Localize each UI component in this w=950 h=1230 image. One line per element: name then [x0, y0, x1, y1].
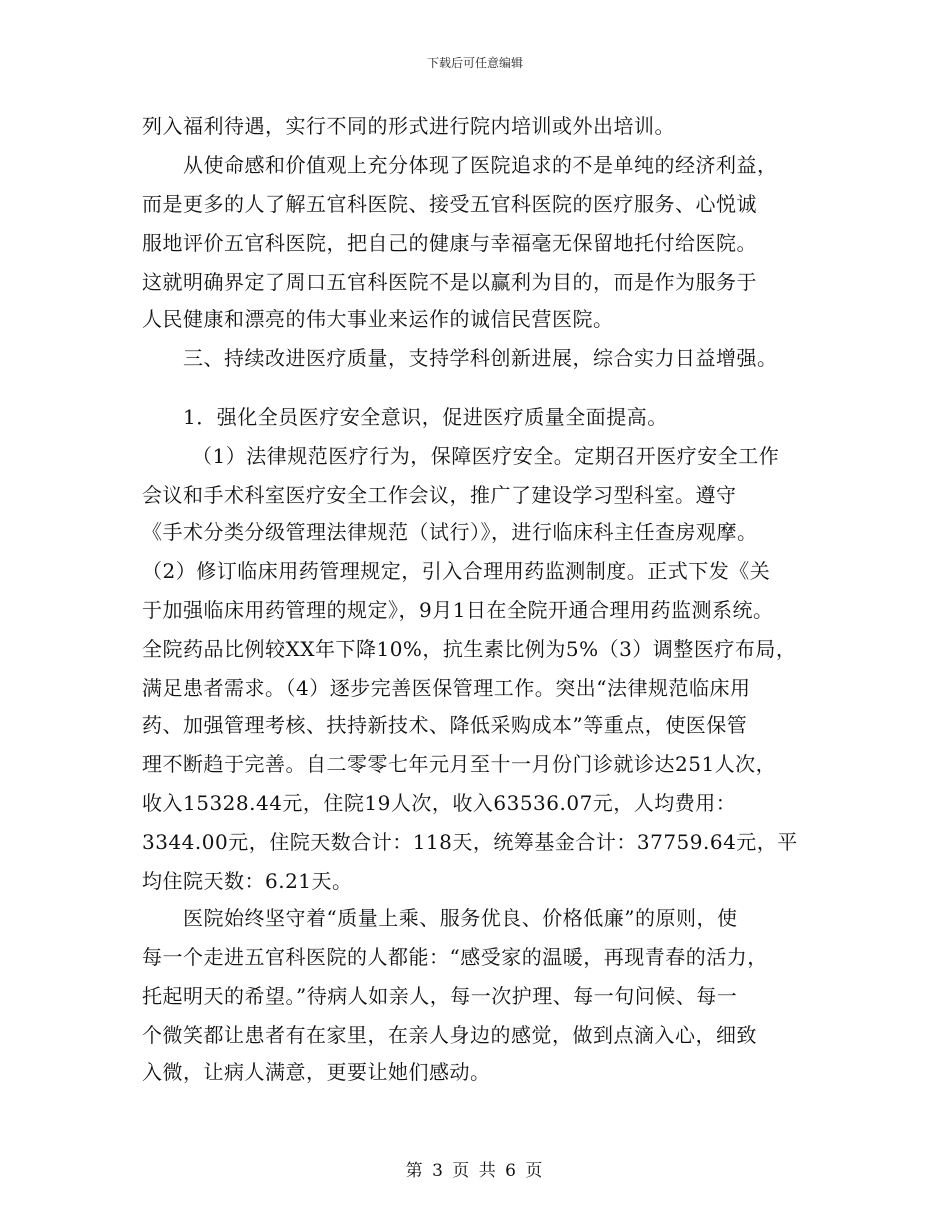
body-line: 服地评价五官科医院，把自己的健康与幸福毫无保留地托付给医院。: [142, 231, 757, 255]
body-line: 会议和手术科室医疗安全工作会议，推广了建设学习型科室。遵守: [142, 483, 737, 507]
body-line: 全院药品比例较XX年下降10%，抗生素比例为5%（3）调整医疗布局，: [142, 637, 797, 661]
body-line: 医院始终坚守着“质量上乘、服务优良、价格低廉”的原则，使: [183, 906, 738, 930]
body-line: 理不断趋于完善。自二零零七年元月至十一月份门诊就诊达251人次，: [142, 752, 777, 776]
body-line: （1）法律规范医疗行为，保障医疗安全。定期召开医疗安全工作: [192, 444, 780, 468]
subsection-heading: 1．强化全员医疗安全意识，促进医疗质量全面提高。: [183, 405, 668, 429]
body-line: 收入15328.44元，住院19人次，收入63536.07元，人均费用：: [142, 791, 737, 815]
page-number: 第 3 页 共 6 页: [405, 1161, 545, 1181]
body-line: 于加强临床用药管理的规定》，9月1日在全院开通合理用药监测系统。: [142, 598, 774, 622]
section-heading: 三、持续改进医疗质量，支持学科创新进展，综合实力日益增强。: [183, 346, 778, 370]
body-line: 每一个走进五官科医院的人都能：“感受家的温暖，再现青春的活力，: [142, 945, 768, 969]
body-line: 从使命感和价值观上充分体现了医院追求的不是单纯的经济利益，: [183, 153, 778, 177]
body-line: 入微，让病人满意，更要让她们感动。: [142, 1060, 491, 1084]
body-line: 托起明天的希望。”待病人如亲人，每一次护理、每一句问候、每一: [142, 984, 738, 1008]
body-line: 《手术分类分级管理法律规范（试行）》，进行临床科主任查房观摩。: [142, 520, 758, 544]
body-line: 药、加强管理考核、扶持新技术、降低采购成本”等重点，使医保管: [142, 713, 748, 737]
body-line: 3344.00元，住院天数合计：118天，统筹基金合计：37759.64元，平: [142, 830, 798, 854]
body-line: 列入福利待遇，实行不同的形式进行院内培训或外出培训。: [142, 114, 675, 138]
body-line: 人民健康和漂亮的伟大事业来运作的诚信民营医院。: [142, 307, 614, 331]
body-line: 个微笑都让患者有在家里，在亲人身边的感觉，做到点滴入心，细致: [142, 1023, 757, 1047]
body-line: 而是更多的人了解五官科医院、接受五官科医院的医疗服务、心悦诚: [142, 192, 757, 216]
page-header: 下载后可任意编辑: [426, 56, 523, 70]
body-line: 这就明确界定了周口五官科医院不是以赢利为目的，而是作为服务于: [142, 270, 757, 294]
body-line: 均住院天数：6.21天。: [142, 869, 353, 893]
body-line: （2）修订临床用药管理规定，引入合理用药监测制度。正式下发《关: [142, 559, 771, 583]
body-line: 满足患者需求。（4）逐步完善医保管理工作。突出“法律规范临床用: [142, 676, 751, 700]
